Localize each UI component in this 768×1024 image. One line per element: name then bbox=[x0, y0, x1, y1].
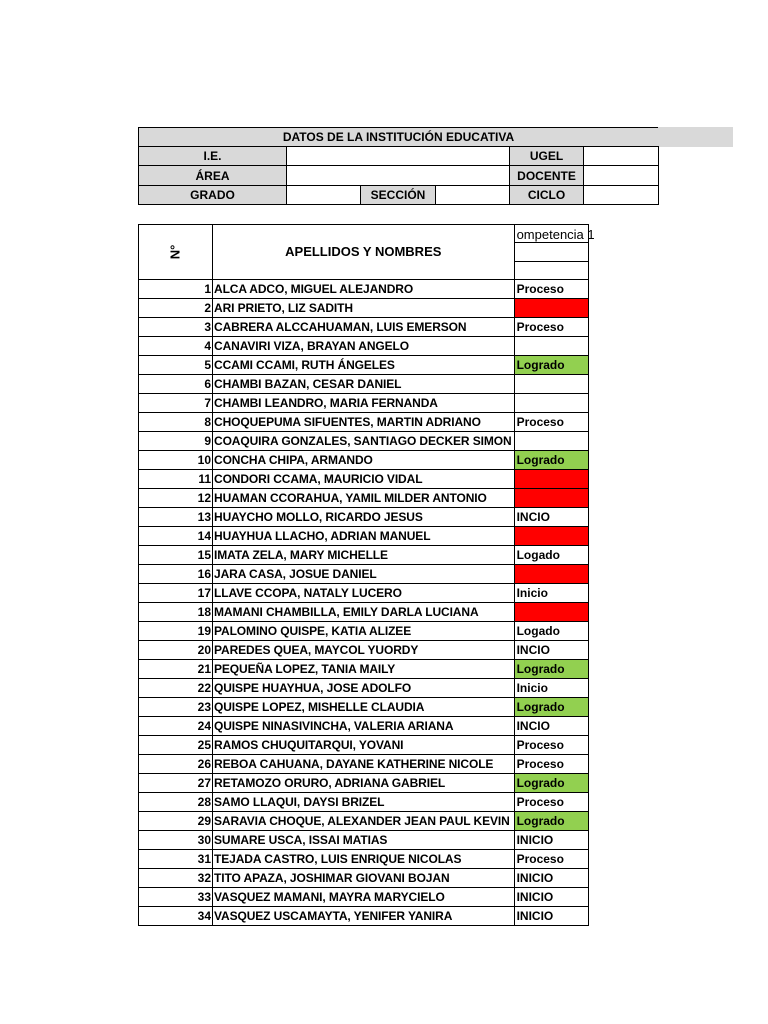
student-number: 14 bbox=[139, 527, 213, 546]
student-table bbox=[138, 224, 595, 926]
student-status-cell[interactable] bbox=[514, 394, 588, 413]
table-row bbox=[139, 831, 589, 850]
table-row bbox=[139, 470, 589, 489]
table-row bbox=[139, 375, 589, 394]
student-status-cell[interactable] bbox=[514, 603, 588, 622]
student-name: PALOMINO QUISPE, KATIA ALIZEE bbox=[213, 622, 515, 641]
student-number: 22 bbox=[139, 679, 213, 698]
student-status-cell[interactable]: Logrado bbox=[514, 698, 588, 717]
table-row bbox=[139, 679, 589, 698]
student-status-cell[interactable]: INCIO bbox=[514, 641, 588, 660]
ugel-field[interactable] bbox=[583, 146, 659, 166]
table-row bbox=[139, 622, 589, 641]
student-number: 24 bbox=[139, 717, 213, 736]
competency-header-text: ompetencia 1 bbox=[516, 227, 595, 242]
student-name: CONDORI CCAMA, MAURICIO VIDAL bbox=[213, 470, 515, 489]
student-number: 11 bbox=[139, 470, 213, 489]
student-number: 33 bbox=[139, 888, 213, 907]
student-status-cell[interactable]: INICIO bbox=[514, 907, 588, 926]
table-row bbox=[139, 641, 589, 660]
student-status-cell[interactable]: Proceso bbox=[514, 850, 588, 869]
table-row bbox=[139, 527, 589, 546]
student-number: 28 bbox=[139, 793, 213, 812]
student-number: 16 bbox=[139, 565, 213, 584]
student-name: PAREDES QUEA, MAYCOL YUORDY bbox=[213, 641, 515, 660]
student-name: QUISPE HUAYHUA, JOSE ADOLFO bbox=[213, 679, 515, 698]
student-name: HUAYHUA LLACHO, ADRIAN MANUEL bbox=[213, 527, 515, 546]
student-name: SUMARE USCA, ISSAI MATIAS bbox=[213, 831, 515, 850]
table-row bbox=[139, 356, 589, 375]
table-row bbox=[139, 717, 589, 736]
student-name: REBOA CAHUANA, DAYANE KATHERINE NICOLE bbox=[213, 755, 515, 774]
student-status-cell[interactable] bbox=[514, 527, 588, 546]
student-name: CHAMBI BAZAN, CESAR DANIEL bbox=[213, 375, 515, 394]
student-number: 17 bbox=[139, 584, 213, 603]
student-name: ARI PRIETO, LIZ SADITH bbox=[213, 299, 515, 318]
seccion-label: SECCIÓN bbox=[360, 185, 436, 205]
student-number: 9 bbox=[139, 432, 213, 451]
student-status-cell[interactable] bbox=[514, 470, 588, 489]
student-name: VASQUEZ MAMANI, MAYRA MARYCIELO bbox=[213, 888, 515, 907]
header-gray-strip bbox=[658, 127, 733, 147]
student-status-cell[interactable]: INCIO bbox=[514, 508, 588, 527]
student-number: 19 bbox=[139, 622, 213, 641]
student-name: CHAMBI LEANDRO, MARIA FERNANDA bbox=[213, 394, 515, 413]
table-row bbox=[139, 584, 589, 603]
student-number: 4 bbox=[139, 337, 213, 356]
student-status-cell[interactable]: Proceso bbox=[514, 280, 588, 299]
table-row bbox=[139, 774, 589, 793]
grado-field[interactable] bbox=[286, 185, 361, 205]
competency-subheader-cell[interactable] bbox=[514, 261, 588, 279]
student-status-cell[interactable]: Proceso bbox=[514, 793, 588, 812]
student-number: 21 bbox=[139, 660, 213, 679]
student-name: RETAMOZO ORURO, ADRIANA GABRIEL bbox=[213, 774, 515, 793]
table-row bbox=[139, 280, 589, 299]
table-row bbox=[139, 755, 589, 774]
student-name: IMATA ZELA, MARY MICHELLE bbox=[213, 546, 515, 565]
table-row bbox=[139, 812, 589, 831]
table-row bbox=[139, 413, 589, 432]
student-name: CANAVIRI VIZA, BRAYAN ANGELO bbox=[213, 337, 515, 356]
docente-field[interactable] bbox=[583, 165, 659, 186]
student-status-cell[interactable]: Logrado bbox=[514, 774, 588, 793]
student-status-cell[interactable] bbox=[514, 337, 588, 356]
student-status-cell[interactable] bbox=[514, 375, 588, 394]
student-status-cell[interactable]: Logrado bbox=[514, 660, 588, 679]
student-number: 26 bbox=[139, 755, 213, 774]
student-number: 23 bbox=[139, 698, 213, 717]
student-number: 3 bbox=[139, 318, 213, 337]
student-name: TEJADA CASTRO, LUIS ENRIQUE NICOLAS bbox=[213, 850, 515, 869]
ie-field[interactable] bbox=[286, 146, 510, 166]
student-name: COAQUIRA GONZALES, SANTIAGO DECKER SIMON bbox=[213, 432, 515, 451]
student-status-cell[interactable]: Proceso bbox=[514, 736, 588, 755]
student-number: 27 bbox=[139, 774, 213, 793]
ugel-label: UGEL bbox=[509, 146, 584, 166]
table-row bbox=[139, 394, 589, 413]
table-row bbox=[139, 337, 589, 356]
table-row bbox=[139, 698, 589, 717]
student-name: HUAYCHO MOLLO, RICARDO JESUS bbox=[213, 508, 515, 527]
docente-label: DOCENTE bbox=[509, 165, 584, 186]
grado-label: GRADO bbox=[138, 185, 287, 205]
table-row bbox=[139, 907, 589, 926]
student-number: 30 bbox=[139, 831, 213, 850]
student-number: 29 bbox=[139, 812, 213, 831]
table-row bbox=[139, 660, 589, 679]
ciclo-label: CICLO bbox=[509, 185, 584, 205]
competency-column-header bbox=[514, 225, 595, 243]
student-number: 13 bbox=[139, 508, 213, 527]
table-row bbox=[139, 603, 589, 622]
student-status-cell[interactable]: Inicio bbox=[514, 584, 588, 603]
student-name: SARAVIA CHOQUE, ALEXANDER JEAN PAUL KEVIN bbox=[213, 812, 515, 831]
student-status-cell[interactable]: Logado bbox=[514, 546, 588, 565]
student-status-cell[interactable]: Logrado bbox=[514, 356, 588, 375]
student-number: 31 bbox=[139, 850, 213, 869]
student-name: LLAVE CCOPA, NATALY LUCERO bbox=[213, 584, 515, 603]
number-column-header bbox=[139, 225, 213, 280]
student-status-cell[interactable]: Logrado bbox=[514, 812, 588, 831]
area-field[interactable] bbox=[286, 165, 510, 186]
student-name: QUISPE LOPEZ, MISHELLE CLAUDIA bbox=[213, 698, 515, 717]
table-row bbox=[139, 508, 589, 527]
student-status-cell[interactable]: Proceso bbox=[514, 755, 588, 774]
student-number: 10 bbox=[139, 451, 213, 470]
number-header-text: N° bbox=[167, 244, 183, 260]
student-name: RAMOS CHUQUITARQUI, YOVANI bbox=[213, 736, 515, 755]
table-header-row bbox=[139, 225, 589, 243]
student-name: JARA CASA, JOSUE DANIEL bbox=[213, 565, 515, 584]
student-status-cell[interactable]: Logado bbox=[514, 622, 588, 641]
student-number: 18 bbox=[139, 603, 213, 622]
student-status-cell[interactable]: INCIO bbox=[514, 717, 588, 736]
table-row bbox=[139, 850, 589, 869]
student-status-cell[interactable]: INICIO bbox=[514, 831, 588, 850]
table-row bbox=[139, 869, 589, 888]
name-column-header: APELLIDOS Y NOMBRES bbox=[213, 225, 515, 280]
student-name: QUISPE NINASIVINCHA, VALERIA ARIANA bbox=[213, 717, 515, 736]
student-status-cell[interactable] bbox=[514, 432, 588, 451]
student-status-cell[interactable]: INICIO bbox=[514, 888, 588, 907]
student-status-cell[interactable]: Proceso bbox=[514, 318, 588, 337]
student-number: 20 bbox=[139, 641, 213, 660]
student-status-cell[interactable]: Proceso bbox=[514, 413, 588, 432]
student-status-cell[interactable]: INICIO bbox=[514, 869, 588, 888]
student-name: PEQUEÑA LOPEZ, TANIA MAILY bbox=[213, 660, 515, 679]
student-status-cell[interactable] bbox=[514, 299, 588, 318]
table-row bbox=[139, 299, 589, 318]
student-number: 8 bbox=[139, 413, 213, 432]
student-name: SAMO LLAQUI, DAYSI BRIZEL bbox=[213, 793, 515, 812]
table-row bbox=[139, 546, 589, 565]
student-name: CABRERA ALCCAHUAMAN, LUIS EMERSON bbox=[213, 318, 515, 337]
area-label: ÁREA bbox=[138, 165, 287, 186]
student-number: 15 bbox=[139, 546, 213, 565]
institution-title: DATOS DE LA INSTITUCIÓN EDUCATIVA bbox=[138, 127, 659, 147]
student-number: 5 bbox=[139, 356, 213, 375]
student-status-cell[interactable]: Logrado bbox=[514, 451, 588, 470]
student-number: 6 bbox=[139, 375, 213, 394]
table-row bbox=[139, 888, 589, 907]
seccion-field[interactable] bbox=[435, 185, 510, 205]
competency-subheader-cell[interactable] bbox=[514, 243, 588, 261]
student-number: 1 bbox=[139, 280, 213, 299]
student-number: 34 bbox=[139, 907, 213, 926]
student-name: CHOQUEPUMA SIFUENTES, MARTIN ADRIANO bbox=[213, 413, 515, 432]
ie-label: I.E. bbox=[138, 146, 287, 166]
table-row bbox=[139, 793, 589, 812]
student-status-cell[interactable] bbox=[514, 489, 588, 508]
table-row bbox=[139, 489, 589, 508]
student-name: MAMANI CHAMBILLA, EMILY DARLA LUCIANA bbox=[213, 603, 515, 622]
ciclo-field[interactable] bbox=[583, 185, 659, 205]
student-name: CCAMI CCAMI, RUTH ÁNGELES bbox=[213, 356, 515, 375]
student-number: 25 bbox=[139, 736, 213, 755]
table-row bbox=[139, 318, 589, 337]
student-name: TITO APAZA, JOSHIMAR GIOVANI BOJAN bbox=[213, 869, 515, 888]
table-row bbox=[139, 432, 589, 451]
student-number: 2 bbox=[139, 299, 213, 318]
table-row bbox=[139, 451, 589, 470]
student-number: 32 bbox=[139, 869, 213, 888]
student-name: ALCA ADCO, MIGUEL ALEJANDRO bbox=[213, 280, 515, 299]
student-status-cell[interactable]: Inicio bbox=[514, 679, 588, 698]
student-name: VASQUEZ USCAMAYTA, YENIFER YANIRA bbox=[213, 907, 515, 926]
table-row bbox=[139, 565, 589, 584]
student-status-cell[interactable] bbox=[514, 565, 588, 584]
student-number: 12 bbox=[139, 489, 213, 508]
student-name: HUAMAN CCORAHUA, YAMIL MILDER ANTONIO bbox=[213, 489, 515, 508]
table-row bbox=[139, 736, 589, 755]
student-name: CONCHA CHIPA, ARMANDO bbox=[213, 451, 515, 470]
student-number: 7 bbox=[139, 394, 213, 413]
